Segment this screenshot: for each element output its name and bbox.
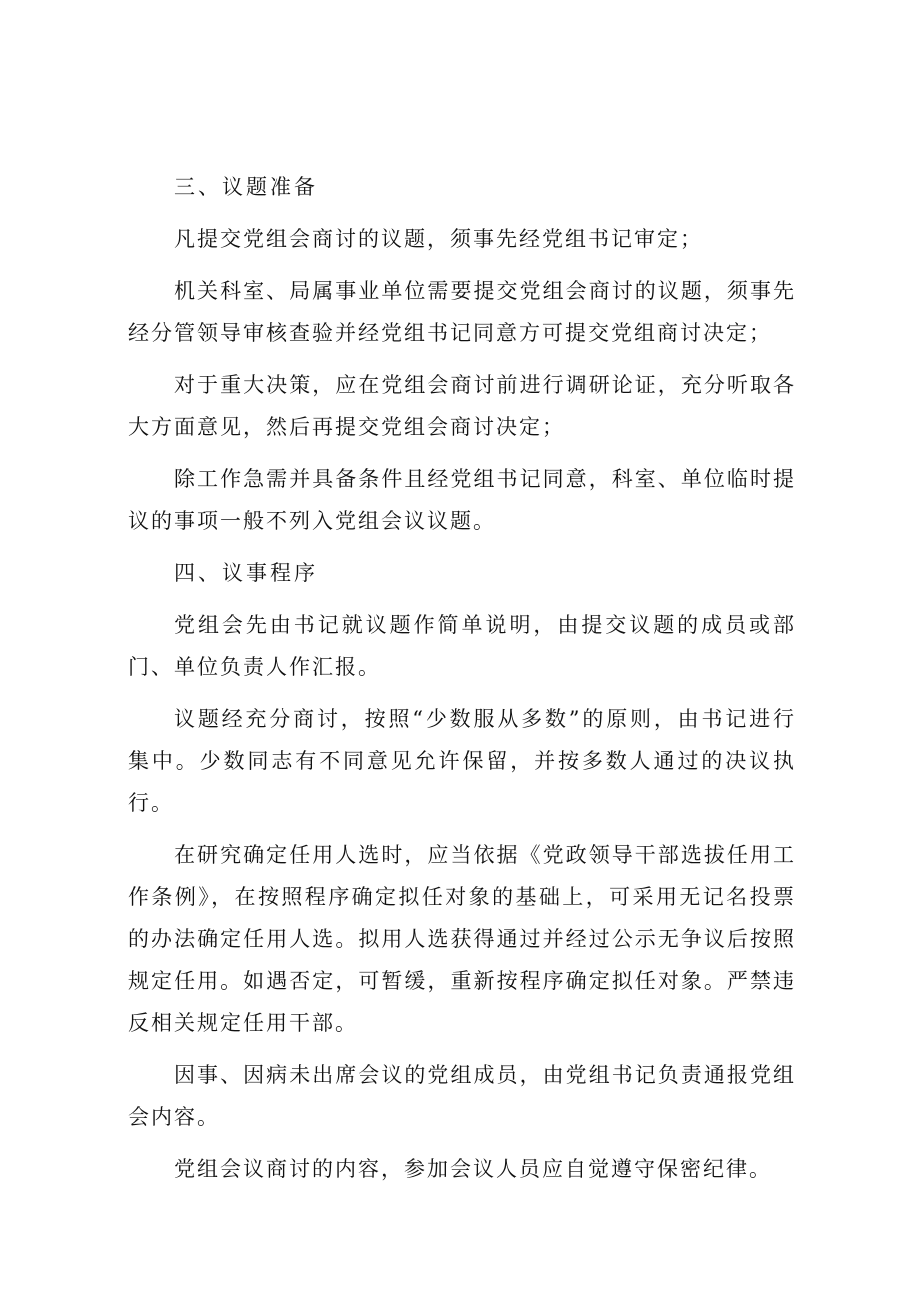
- paragraph: 议题经充分商讨，按照“少数服从多数”的原则，由书记进行集中。少数同志有不同意见允许保留，并按多数人通过的决议执行。: [128, 707, 796, 815]
- paragraph: 机关科室、局属事业单位需要提交党组会商讨的议题，须事先经分管领导审核查验并经党组书记同意方可提交党组商讨决定；: [128, 279, 796, 345]
- section-heading-agenda-preparation: 三、议题准备: [174, 175, 318, 199]
- document-body: [128, 166, 796, 1200]
- section-heading-procedure: 四、议事程序: [174, 561, 318, 585]
- paragraph: 因事、因病未出席会议的党组成员，由党组书记负责通报党组会内容。: [128, 1063, 796, 1129]
- paragraph: 党组会议商讨的内容，参加会议人员应自觉遵守保密纪律。: [174, 1157, 772, 1181]
- paragraph: 凡提交党组会商讨的议题，须事先经党组书记审定；: [174, 227, 703, 251]
- paragraph: 对于重大决策，应在党组会商讨前进行调研论证，充分听取各大方面意见，然后再提交党组会商讨决定；: [128, 373, 796, 439]
- paragraph: 除工作急需并具备条件且经党组书记同意，科室、单位临时提议的事项一般不列入党组会议议题。: [128, 467, 796, 533]
- paragraph: 党组会先由书记就议题作简单说明，由提交议题的成员或部门、单位负责人作汇报。: [128, 613, 796, 679]
- paragraph: 在研究确定任用人选时，应当依据《党政领导干部选拔任用工作条例》，在按照程序确定拟任对象的基础上，可采用无记名投票的办法确定任用人选。拟用人选获得通过并经过公示无争议后按照规定任用。如遇否定，可暂缓，重新按程序确定拟任对象。严禁违反相关规定任用干部。: [128, 843, 796, 1035]
